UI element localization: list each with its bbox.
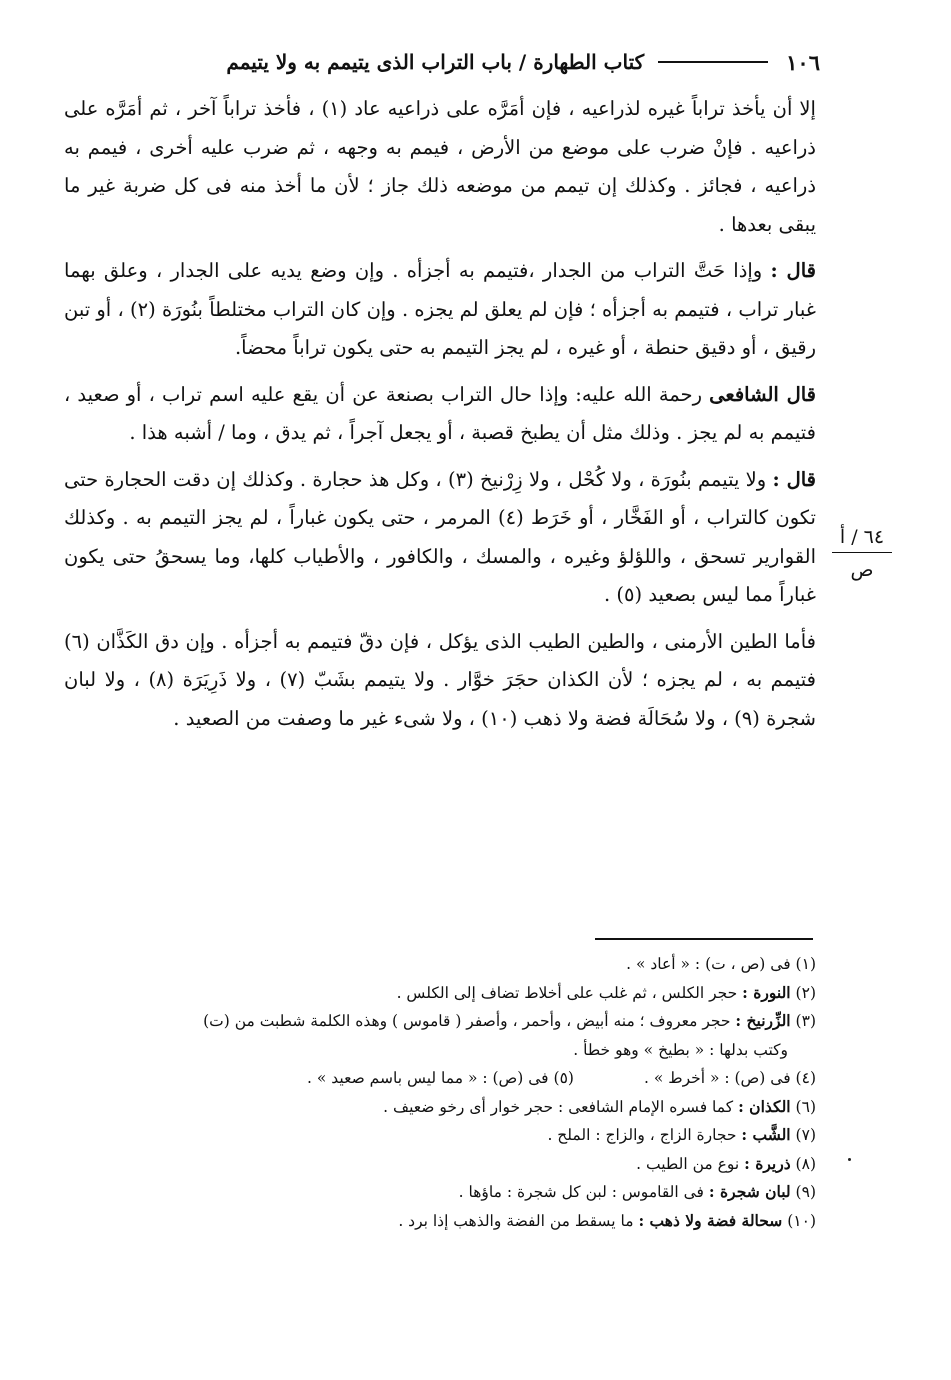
footnote-number: (٢)	[795, 983, 816, 1002]
footnote-separator	[595, 938, 813, 940]
manuscript-margin-note	[832, 524, 892, 583]
footnote-term: الزِّرنيخ :	[735, 1011, 791, 1030]
paragraph-lead: قال :	[770, 259, 816, 282]
chapter-title: كتاب الطهارة / باب التراب الذى يتيمم به ولا يتيمم	[226, 50, 645, 74]
paragraph	[64, 623, 816, 739]
paragraph	[64, 376, 816, 453]
footnote	[307, 1064, 574, 1093]
footnote-text: حجر الكلس ، ثم غلب على أخلاط تضاف إلى الكلس .	[396, 983, 738, 1002]
footnote-number: (٤)	[795, 1069, 816, 1087]
footnote	[64, 979, 816, 1008]
footnote-text: فى (ص ، ت) : « أعاد » .	[626, 955, 791, 973]
footnote-term: الشَّب :	[741, 1125, 791, 1144]
paragraph-lead: قال :	[772, 467, 816, 491]
footnote	[64, 1007, 816, 1036]
paragraph-text: إلا أن يأخذ تراباً غيره لذراعيه ، فإن أمَرَّه على ذراعيه عاد (١) ، فأخذ تراباً آخر ، ثم أمَرَّه على ذراعيه . فإنْ ضرب على موضع من الأرض ، فيمم به وجهه ، ثم ضرب عليه أخرى ، فيمم به ذراعيه ، فجائز . وكذلك إن تيمم من موضعه ذلك جاز ؛ لأن ما أخذ منه فى كل ضربة غير ما يبقى بعدها .	[64, 97, 816, 236]
paragraph-lead: قال الشافعى	[709, 382, 817, 406]
footnote	[64, 950, 816, 979]
footnote	[64, 1121, 816, 1150]
footnote-term: الكذان :	[738, 1096, 791, 1116]
footnote	[64, 1178, 816, 1207]
footnote-text: فى (ص) : « أخرط » .	[643, 1069, 791, 1087]
footnote-number: (٩)	[795, 1183, 816, 1201]
paragraph	[64, 461, 816, 615]
main-text	[64, 90, 816, 746]
footnote-text: نوع من الطيب .	[636, 1154, 740, 1173]
header-rule	[658, 61, 768, 63]
footnote-text: فى القاموس : لبن كل شجرة : ماؤها .	[458, 1183, 704, 1201]
footnote	[64, 1093, 816, 1122]
paragraph-text: رحمة الله عليه: وإذا حال التراب بصنعة عن أن يقع عليه اسم تراب ، أو صعيد ، فتيمم به لم يجز . وذلك مثل أن يطبخ قصبة ، أو يجعل آجراً ، ثم يدق ، وما / أشبه هذا .	[64, 382, 816, 444]
footnote-text: حجر معروف ؛ منه أبيض ، وأحمر ، وأصفر ( قاموس ) وهذه الكلمة شطبت من (ت)	[203, 1012, 731, 1030]
manuscript-siglum: ص	[850, 559, 874, 581]
footnotes	[64, 950, 816, 1235]
footnote-number: (٨)	[795, 1154, 816, 1173]
footnote-term: سحالة فضة ولا ذهب :	[638, 1210, 783, 1230]
page-number: ١٠٦	[786, 49, 820, 75]
footnote-text: فى (ص) : « مما ليس باسم صعيد » .	[307, 1069, 549, 1087]
footnote-term: لبان شجرة :	[708, 1182, 791, 1201]
paragraph-text: فأما الطين الأرمنى ، والطين الطيب الذى يؤكل ، فإن دقّ فتيمم به أجزأه . وإن دق الكَذَّان (٦) فتيمم به ، لم يجزه ؛ لأن الكذان حجَرَ خوَّار . ولا يتيمم بشَبّ (٧) ، ولا ذَرِيَرَة (٨) ، ولا لبان شجرة (٩) ، ولا سُحَالَة فضة ولا ذهب (١٠) ، ولا شىء غير ما وصفت من الصعيد .	[64, 629, 816, 730]
paragraph-text: ولا يتيمم بنُورَة ، ولا كُحْل ، ولا زِرْنيخ (٣) ، وكل هذ حجارة . وكذلك إن دقت الحجارة حتى تكون كالتراب ، أو الفَخَّار ، أو خَرَط (٤) المرمر ، حتى يكون غباراً ، لم يجز التيمم به . وكذلك القوارير تسحق ، واللؤلؤ وغيره ، والمسك ، والكافور ، والأطياب كلها، وما يسحقُ حتى يكون غباراً مما ليس بصعيد (٥) .	[64, 467, 816, 606]
footnote-text: حجارة الزاج ، والزاج : الملح .	[547, 1126, 737, 1144]
running-header	[60, 42, 820, 82]
footnote-row	[64, 1064, 816, 1093]
paragraph	[64, 90, 816, 244]
footnote-number: (٦)	[795, 1097, 816, 1116]
paragraph-text: وإذا حَتَّ التراب من الجدار ،فتيمم به أجزأه . وإن وضع يديه على الجدار ، وعلق بهما غبار تراب ، فتيمم به أجزأه ؛ فإن لم يعلق لم يجزه . وإن كان التراب مختلطاً بنُورَة (٢) ، أو تبن رقيق ، أو دقيق حنطة ، أو غيره ، لم يجز التيمم به حتى يكون تراباً محضاً.	[64, 259, 816, 359]
footnote-text: ما يسقط من الفضة والذهب إذا برد .	[398, 1211, 634, 1230]
footnote-term: النورة :	[742, 982, 791, 1002]
footnote-number: (٥)	[553, 1069, 574, 1087]
footnote	[64, 1150, 816, 1179]
footnote-number: (١٠)	[787, 1211, 816, 1230]
ink-speck	[848, 1158, 851, 1161]
footnote-text: وكتب بدلها : « بطيخ » وهو خطأ .	[573, 1040, 788, 1059]
footnote	[644, 1064, 816, 1093]
footnote-continuation	[64, 1036, 816, 1065]
footnote-term: ذريرة :	[744, 1153, 791, 1173]
footnote-number: (٧)	[795, 1126, 816, 1144]
footnote-number: (١)	[795, 955, 816, 973]
footnote	[64, 1207, 816, 1236]
footnote-text: كما فسره الإمام الشافعى : حجر خوار أى رخو ضعيف .	[383, 1097, 734, 1116]
footnote-number: (٣)	[795, 1012, 816, 1030]
paragraph	[64, 252, 816, 368]
folio-reference: ٦٤ / أ	[832, 524, 892, 553]
